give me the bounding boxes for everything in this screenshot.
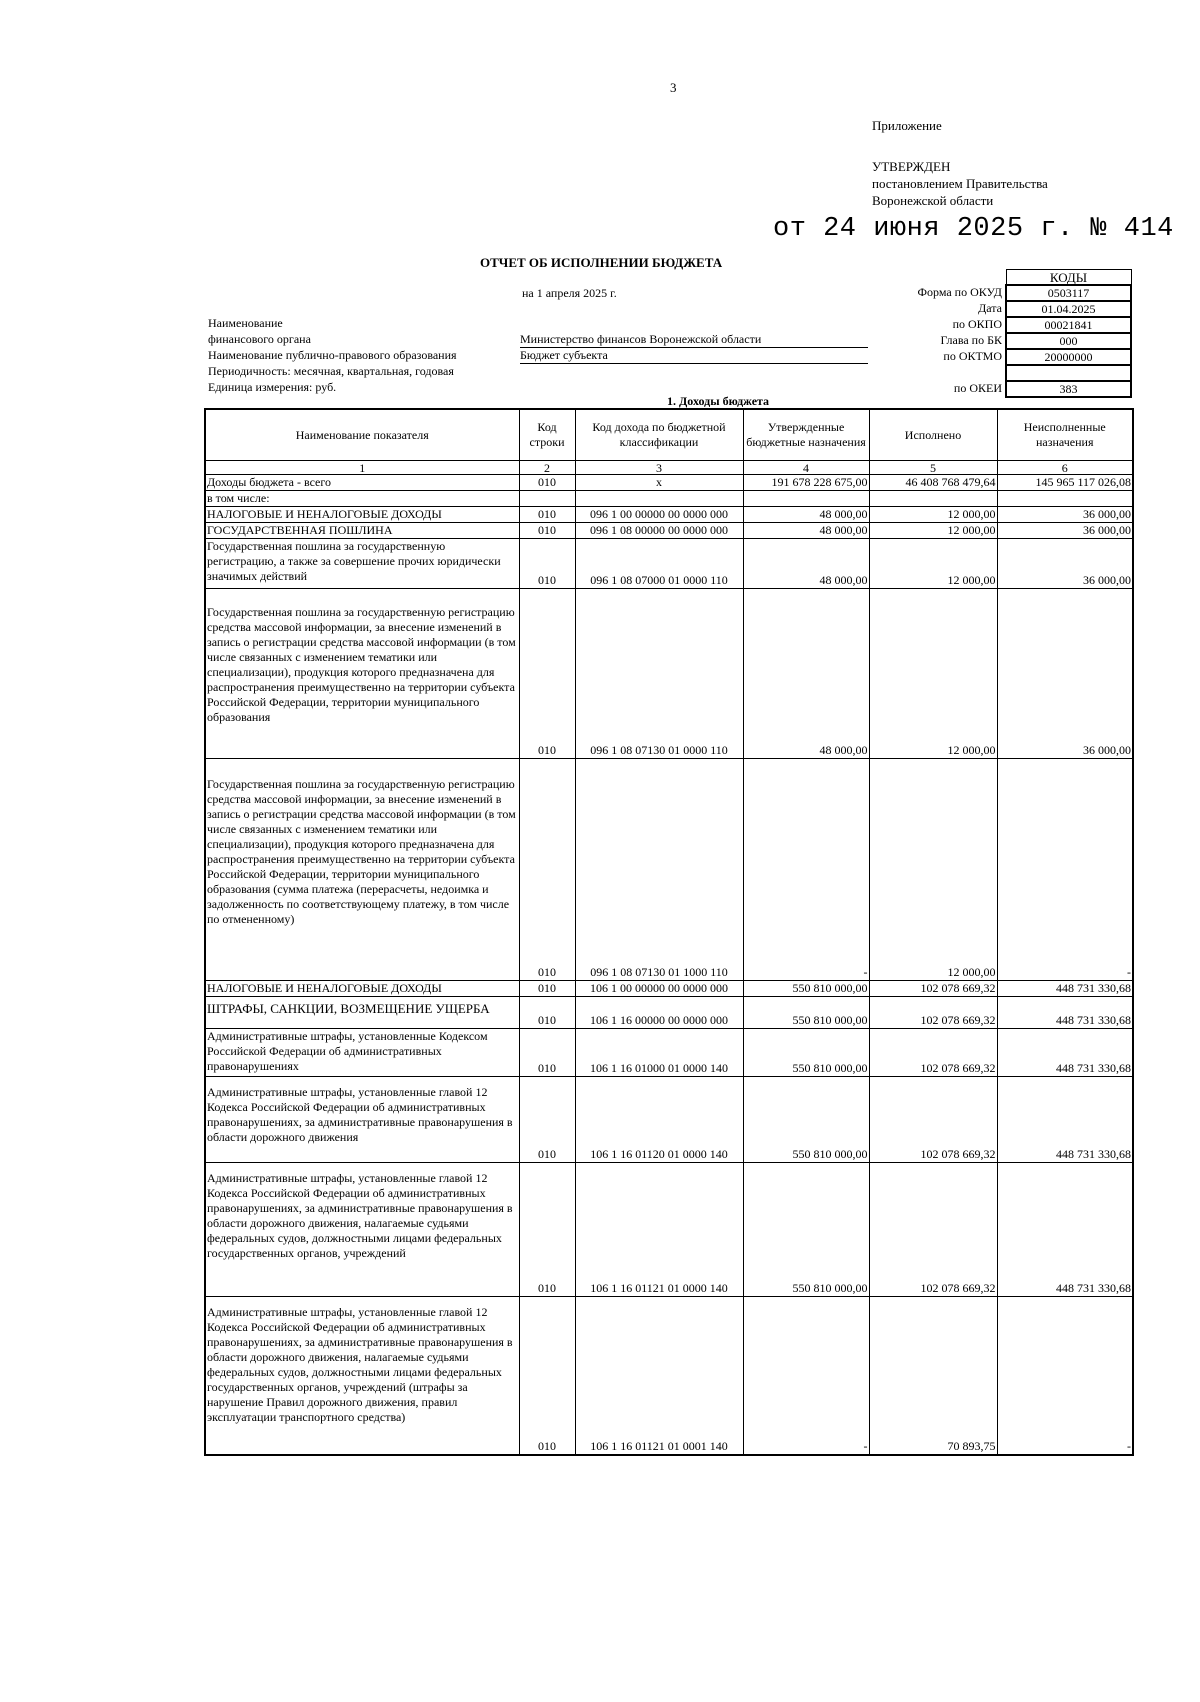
okei-label: по ОКЕИ (953, 381, 1002, 395)
row-executed: 12 000,00 (869, 507, 997, 523)
row-name: Государственная пошлина за государственную регистрацию средства массовой информации, за внесение изменений в запись о регистрации средства массовой информации (в том числе связанных с изменением тематики или специализации), продукция которого предназначена для распространения преимущественно на территории субъекта Российской Федерации, территории муниципального образования (205, 589, 519, 759)
table-row (205, 539, 1133, 589)
glava-bk-value: 000 (1006, 333, 1131, 349)
row-kbk: 106 1 16 00000 00 0000 000 (575, 997, 743, 1029)
col-number: 1 (205, 461, 519, 475)
row-approved: - (743, 759, 869, 981)
row-executed: 12 000,00 (869, 759, 997, 981)
col-number: 4 (743, 461, 869, 475)
oktmo-value: 20000000 (1006, 349, 1131, 365)
col-header-executed: Исполнено (869, 409, 997, 461)
row-name: Административные штрафы, установленные главой 12 Кодекса Российской Федерации об административных правонарушениях, за административные правонарушения в области дорожного движения, налагаемые судьями федеральных судов, должностными лицами федеральных государственных органов, учреждений (205, 1163, 519, 1297)
row-code: 010 (519, 1163, 575, 1297)
row-unexecuted: 448 731 330,68 (997, 1029, 1133, 1077)
row-executed: 102 078 669,32 (869, 1029, 997, 1077)
row-executed: 102 078 669,32 (869, 1163, 997, 1297)
col-header-unexecuted: Неисполненные назначения (997, 409, 1133, 461)
approval-block (872, 158, 1048, 209)
row-executed: 102 078 669,32 (869, 997, 997, 1029)
table-row (205, 589, 1133, 759)
col-header-kbk: Код дохода по бюджетной классификации (575, 409, 743, 461)
date-value: 01.04.2025 (1006, 301, 1131, 317)
row-approved: 550 810 000,00 (743, 997, 869, 1029)
empty-code-value (1006, 365, 1131, 381)
row-code: 010 (519, 981, 575, 997)
row-kbk (575, 491, 743, 507)
oktmo-label: по ОКТМО (943, 349, 1002, 363)
row-kbk: 106 1 16 01121 01 0000 140 (575, 1163, 743, 1297)
codes-header: КОДЫ (1006, 270, 1131, 286)
table-row (205, 1297, 1133, 1455)
row-kbk: 096 1 08 00000 00 0000 000 (575, 523, 743, 539)
row-unexecuted: 448 731 330,68 (997, 1163, 1133, 1297)
row-unexecuted: 36 000,00 (997, 523, 1133, 539)
table-row (205, 475, 1133, 491)
entity-label: Наименование публично-правового образования (208, 348, 457, 362)
row-executed (869, 491, 997, 507)
okei-value: 383 (1006, 381, 1131, 397)
col-number: 3 (575, 461, 743, 475)
resolution-stamp: от 24 июня 2025 г. № 414 (773, 214, 1174, 244)
row-code: 010 (519, 539, 575, 589)
periodicity: Периодичность: месячная, квартальная, годовая (208, 364, 454, 378)
row-kbk: x (575, 475, 743, 491)
table-row (205, 1029, 1133, 1077)
okpo-value: 00021841 (1006, 317, 1131, 333)
row-name: Государственная пошлина за государственную регистрацию средства массовой информации, за внесение изменений в запись о регистрации средства массовой информации (в том числе связанных с изменением тематики или специализации), продукция которого предназначена для распространения преимущественно на территории субъекта Российской Федерации, территории муниципального образования (сумма платежа (перерасчеты, недоимка и задолженность по соответствующему платежу, в том числе по отмененному) (205, 759, 519, 981)
row-code: 010 (519, 1029, 575, 1077)
codes-table (1005, 269, 1132, 398)
row-unexecuted: 36 000,00 (997, 589, 1133, 759)
okpo-label: по ОКПО (952, 317, 1002, 331)
row-approved: 550 810 000,00 (743, 981, 869, 997)
report-date: на 1 апреля 2025 г. (522, 286, 617, 300)
row-kbk: 106 1 00 00000 00 0000 000 (575, 981, 743, 997)
fin-organ-label-2: финансового органа (208, 332, 311, 346)
row-code: 010 (519, 589, 575, 759)
row-unexecuted: 145 965 117 026,08 (997, 475, 1133, 491)
col-number: 2 (519, 461, 575, 475)
row-code: 010 (519, 523, 575, 539)
row-unexecuted: - (997, 759, 1133, 981)
row-name: Доходы бюджета - всего (205, 475, 519, 491)
approval-title: УТВЕРЖДЕН (872, 159, 951, 174)
row-unexecuted: 448 731 330,68 (997, 997, 1133, 1029)
row-approved: 48 000,00 (743, 589, 869, 759)
col-header-approved: Утвержденные бюджетные назначения (743, 409, 869, 461)
row-executed: 46 408 768 479,64 (869, 475, 997, 491)
row-kbk: 096 1 00 00000 00 0000 000 (575, 507, 743, 523)
row-name: ГОСУДАРСТВЕННАЯ ПОШЛИНА (205, 523, 519, 539)
report-title: ОТЧЕТ ОБ ИСПОЛНЕНИИ БЮДЖЕТА (480, 255, 723, 270)
col-number: 6 (997, 461, 1133, 475)
row-kbk: 096 1 08 07130 01 1000 110 (575, 759, 743, 981)
row-name: Административные штрафы, установленные Кодексом Российской Федерации об административных правонарушениях (205, 1029, 519, 1077)
okud-value: 0503117 (1006, 285, 1131, 301)
row-name: НАЛОГОВЫЕ И НЕНАЛОГОВЫЕ ДОХОДЫ (205, 507, 519, 523)
table-row (205, 759, 1133, 981)
row-code: 010 (519, 1077, 575, 1163)
row-unexecuted (997, 491, 1133, 507)
col-header-name: Наименование показателя (205, 409, 519, 461)
table-row (205, 1077, 1133, 1163)
row-code (519, 491, 575, 507)
row-executed: 102 078 669,32 (869, 981, 997, 997)
row-name: Государственная пошлина за государственную регистрацию, а также за совершение прочих юридически значимых действий (205, 539, 519, 589)
row-kbk: 106 1 16 01121 01 0001 140 (575, 1297, 743, 1455)
col-header-line-code: Код строки (519, 409, 575, 461)
approval-line-2: Воронежской области (872, 193, 994, 208)
row-kbk: 106 1 16 01120 01 0000 140 (575, 1077, 743, 1163)
income-table (204, 408, 1134, 1456)
row-approved (743, 491, 869, 507)
row-kbk: 106 1 16 01000 01 0000 140 (575, 1029, 743, 1077)
section-title: 1. Доходы бюджета (667, 394, 770, 408)
fin-organ-value: Министерство финансов Воронежской области (520, 332, 868, 348)
row-executed: 70 893,75 (869, 1297, 997, 1455)
row-name: ШТРАФЫ, САНКЦИИ, ВОЗМЕЩЕНИЕ УЩЕРБА (205, 997, 519, 1029)
row-unexecuted: 36 000,00 (997, 507, 1133, 523)
row-approved: 48 000,00 (743, 539, 869, 589)
row-code: 010 (519, 759, 575, 981)
row-executed: 12 000,00 (869, 589, 997, 759)
date-label: Дата (978, 301, 1002, 315)
row-code: 010 (519, 475, 575, 491)
row-kbk: 096 1 08 07000 01 0000 110 (575, 539, 743, 589)
table-header-row (205, 409, 1133, 461)
row-approved: 550 810 000,00 (743, 1163, 869, 1297)
row-approved: 550 810 000,00 (743, 1029, 869, 1077)
row-approved: - (743, 1297, 869, 1455)
row-approved: 48 000,00 (743, 523, 869, 539)
row-kbk: 096 1 08 07130 01 0000 110 (575, 589, 743, 759)
row-approved: 48 000,00 (743, 507, 869, 523)
row-unexecuted: - (997, 1297, 1133, 1455)
table-row (205, 507, 1133, 523)
entity-value: Бюджет субъекта (520, 348, 868, 364)
row-name: Административные штрафы, установленные главой 12 Кодекса Российской Федерации об административных правонарушениях, за административные правонарушения в области дорожного движения, налагаемые судьями федеральных судов, должностными лицами федеральных государственных органов, учреждений (штрафы за нарушение Правил дорожного движения, правил эксплуатации транспортного средства) (205, 1297, 519, 1455)
table-row (205, 1163, 1133, 1297)
row-approved: 191 678 228 675,00 (743, 475, 869, 491)
table-row (205, 523, 1133, 539)
row-name: НАЛОГОВЫЕ И НЕНАЛОГОВЫЕ ДОХОДЫ (205, 981, 519, 997)
table-row (205, 997, 1133, 1029)
col-number: 5 (869, 461, 997, 475)
glava-bk-label: Глава по БК (940, 333, 1002, 347)
row-unexecuted: 448 731 330,68 (997, 981, 1133, 997)
row-name: Административные штрафы, установленные главой 12 Кодекса Российской Федерации об административных правонарушениях, за административные правонарушения в области дорожного движения (205, 1077, 519, 1163)
appendix-label: Приложение (872, 118, 942, 133)
approval-line-1: постановлением Правительства (872, 176, 1048, 191)
fin-organ-label-1: Наименование (208, 316, 283, 330)
row-unexecuted: 448 731 330,68 (997, 1077, 1133, 1163)
row-approved: 550 810 000,00 (743, 1077, 869, 1163)
unit-of-measure: Единица измерения: руб. (208, 380, 337, 394)
table-row (205, 981, 1133, 997)
row-unexecuted: 36 000,00 (997, 539, 1133, 589)
row-executed: 12 000,00 (869, 539, 997, 589)
page-number: 3 (670, 80, 677, 95)
row-code: 010 (519, 507, 575, 523)
row-executed: 102 078 669,32 (869, 1077, 997, 1163)
row-executed: 12 000,00 (869, 523, 997, 539)
row-name: в том числе: (205, 491, 519, 507)
column-number-row (205, 461, 1133, 475)
table-row (205, 491, 1133, 507)
okud-label: Форма по ОКУД (917, 285, 1002, 299)
row-code: 010 (519, 1297, 575, 1455)
row-code: 010 (519, 997, 575, 1029)
